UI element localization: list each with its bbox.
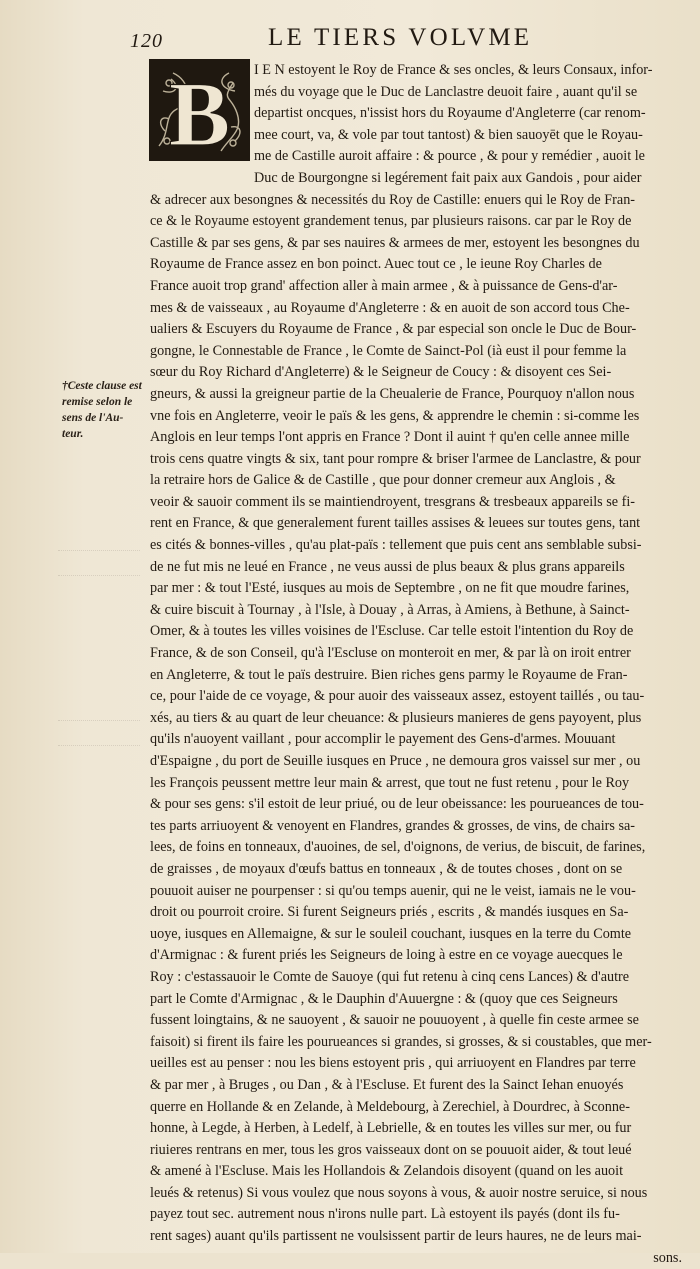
text-line: mes & de vaisseaux , au Royaume d'Angleterre : & en auoit de son accord tous Che- [150, 299, 630, 316]
marginal-note [62, 378, 148, 442]
text-line: querre en Hollande & en Zelande, à Meldebourg, à Zerechiel, à Dourdrec, à Sconne- [150, 1098, 630, 1115]
text-line: part le Comte d'Armignac , & le Dauphin d'Auuergne : & (quoy que ces Seigneurs [150, 990, 618, 1007]
text-line: gongne, le Connestable de France , le Comte de Sainct-Pol (ià eust il pour femme la [150, 342, 627, 359]
text-line: es cités & bonnes-villes , qu'au plat-païs : tellement que puis cent ans semblable subsi- [150, 537, 642, 554]
show-through-mark [58, 550, 140, 561]
text-line: ce & le Royaume estoyent grandement tenus, par plusieurs raisons. car par le Roy de [150, 213, 632, 230]
text-line: departist oncques, n'issist hors du Royaume d'Angleterre (car renom- [254, 105, 646, 122]
text-line: de ne fut mis ne leué en France , ne veus aussi de plus beaux & plus grans appareils [150, 558, 625, 575]
text-line: France, & de son Conseil, qu'à l'Escluse on monteroit en mer, & par là on iroit entrer [150, 645, 631, 662]
text-line: rent en France, & que generalement furent tailles assises & leuees sur toutes gens, tant [150, 515, 641, 532]
text-line: trois cens quatre vingts & six, tant pour rompre & briser l'armee de Lanclastre, & pour [150, 450, 641, 467]
text-line: rent sages) auant qu'ils partissent ne voulsissent partir de leurs haures, ne de leurs mai- [150, 1228, 642, 1245]
show-through-mark [58, 745, 140, 756]
text-line: Castille & par ses gens, & par ses nauires & armees de mer, estoyent les besongnes du [150, 234, 640, 251]
text-line: sœur du Roy Richard d'Angleterre) & le Seigneur de Coucy : & disoyent ces Sei- [150, 364, 612, 381]
text-line: gneurs, & aussi la greigneur partie de la Cheualerie de France, Pourquoy n'allon nous [150, 385, 635, 402]
text-line: riuieres rentrans en mer, tous les gros vaisseaux dont on se pouuoit aider, & tout leué [150, 1141, 632, 1158]
text-line: honne, à Legde, à Herben, à Ledelf, à Lebrielle, & en toutes les villes sur mer, ou fur [150, 1120, 632, 1137]
text-line: lees, de foins en tonneaux, d'auoines, de sel, d'oignons, de verius, de biscuit, de farines, [150, 839, 646, 856]
text-line: d'Armignac : & furent priés les Seigneurs de loing à estre en ce voyage auecques le [150, 947, 623, 964]
text-line: qu'ils n'auoyent vaillant , pour accomplir le payement des Gens-d'armes. Mouuant [150, 731, 616, 748]
text-line: Anglois en leur temps l'ont appris en France ? Dont il auint † qu'en celle annee mille [150, 429, 630, 446]
text-line: mee court, va, & vole par tout tantost) & bien sauoyēt que le Royau- [254, 126, 643, 143]
text-line: droit ou pourroit croire. Si furent Seigneurs priés , escrits , & mandés iusques en Sa- [150, 904, 629, 921]
text-line: ueilles est au penser : nou les biens estoyent pris , qui arriuoyent en Flandres par terre [150, 1055, 636, 1072]
text-line: & par mer , à Bruges , ou Dan , & à l'Escluse. Et furent des la Sainct Iehan enuoyés [150, 1076, 624, 1093]
text-line: d'Espaigne , du port de Seuille iusques en Pruce , ne demoura gros vaissel sur mer , ou [150, 753, 641, 769]
text-line: France auoit trop grand' affection aller à main armee , & à puissance de Gens-d'ar- [150, 277, 618, 294]
text-line: & cuire biscuit à Tournay , à l'Isle, à Douay , à Arras, à Amiens, à Bethune, à Sainct- [150, 601, 630, 618]
page-header [0, 24, 700, 58]
show-through-mark [58, 720, 140, 731]
text-line: pouuoit auiser ne pourpenser : si qu'ou temps auenir, qui ne le veist, iamais ne le vou- [150, 882, 636, 899]
text-line: més du voyage que le Duc de Lanclastre deuoit faire , auant qu'il se [254, 83, 638, 100]
text-line: me de Castille auroit affaire : & pource , & pour y remédier , auoit le [254, 148, 645, 165]
text-line: I E N estoyent le Roy de France & ses oncles, & leurs Consaux, infor- [254, 62, 653, 78]
text-line: payez tout sec. autrement nous n'irons nulle part. Là estoyent ils payés (dont ils fu- [150, 1206, 620, 1223]
margin-note-line: †Ceste clause est [62, 380, 142, 392]
body-text [150, 60, 688, 1269]
text-line: Duc de Bourgongne si legérement fait paix aux Gandois , pour aider [254, 169, 642, 186]
text-line: Royaume de France assez en bon poinct. Auec tout ce , le ieune Roy Charles de [150, 256, 602, 273]
show-through-mark [58, 575, 140, 586]
running-title: LE TIERS VOLVME [268, 24, 533, 51]
margin-note-line: remise selon le [62, 396, 133, 408]
text-line: les François peussent mettre leur main & arrest, que tout ne fust retenu , pour le Roy [150, 774, 630, 791]
text-line: & pour ses gens: s'il estoit de leur priué, ou de leur obeissance: les pourueances de tou- [150, 796, 644, 813]
page-number: 120 [130, 30, 163, 52]
text-line: & adrecer aux besongnes & necessités du Roy de Castille: enuers qui le Roy de Fran- [150, 191, 636, 208]
text-line: la retraire hors de Galice & de Castille , que pour donner cremeur aux Anglois , & [150, 472, 616, 489]
margin-note-line: sens de l'Au- [62, 412, 124, 424]
text-line: Roy : c'estassauoir le Comte de Sauoye (qui fut retenu à cinq cens Lances) & d'autre [150, 968, 630, 985]
text-line: tes parts arriuoyent & venoyent en Flandres, grandes & grosses, de vins, de chairs sa- [150, 817, 636, 834]
text-line: vne fois en Angleterre, veoir le païs & les gens, & apprendre le chemin : si-comme les [150, 407, 640, 424]
text-line: leués & retenus) Si vous voulez que nous soyons à vous, & auoir nostre seruice, si nous [150, 1184, 648, 1201]
text-line: par mer : & tout l'Esté, iusques au mois de Septembre , on ne fit que moudre farines, [150, 580, 630, 597]
text-line: ualiers & Escuyers du Royaume de France , & par especial son oncle le Duc de Bour- [150, 321, 637, 338]
text-line: Omer, & à toutes les villes voisines de l'Escluse. Car telle estoit l'intention du Roy de [150, 623, 634, 640]
text-line: en Angleterre, & tout le païs destruire. Bien riches gens parmy le Royaume de Fran- [150, 666, 628, 683]
text-line: sons. [653, 1249, 682, 1266]
text-line: uoye, iusques en Allemaigne, & sur le souleil couchant, iusques en la terre du Comte [150, 925, 632, 942]
text-line: fussent loingtains, & ne sauoyent , & sauoir ne pouuoyent , à quelle fin ceste armee se [150, 1012, 639, 1029]
text-line: ce, pour l'aide de ce voyage, & pour auoir des vaisseaux assez, estoyent taillés , ou tau- [150, 688, 645, 705]
margin-note-line: teur. [62, 428, 84, 440]
text-line: veoir & sauoir comment ils se maintiendroyent, tresgrans & tresbeaux appareils se fi- [150, 493, 635, 510]
drop-cap-letter: B [168, 63, 231, 159]
text-line: de graisses , de moyaux d'œufs battus en tonneaux , & de toutes choses , dont on se [150, 860, 623, 877]
text-line: faisoit) si firent ils faire les pourueances si grandes, si grosses, & si coustables, que mer- [150, 1033, 652, 1050]
text-line: xés, au tiers & au quart de leur cheuance: & plusieurs manieres de gens payoyent, plus [150, 709, 642, 726]
text-line: & amené à l'Escluse. Mais les Hollandois & Zelandois disoyent (quand on les auoit [150, 1163, 624, 1180]
